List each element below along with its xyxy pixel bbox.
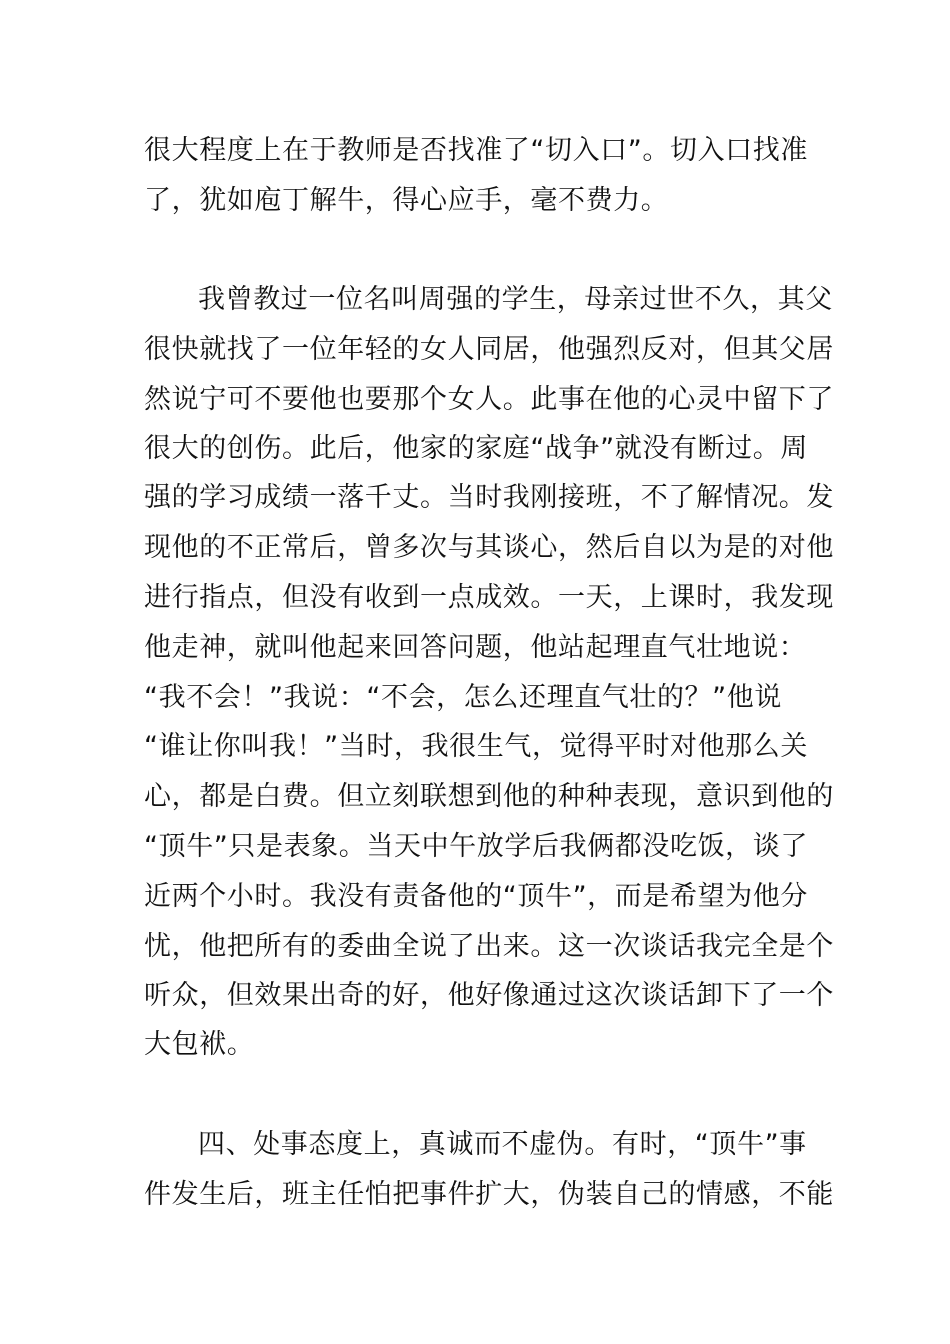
paragraph-first-line: 四、处事态度上，真诚而不虚伪。有时，“顶牛”事	[198, 1129, 807, 1160]
text-line: 很大的创伤。此后，他家的家庭“战争”就没有断过。周	[144, 433, 808, 464]
text-line: 心，都是白费。但立刻联想到他的种种表现，意识到他的	[144, 781, 834, 812]
text-line: 很大程度上在于教师是否找准了“切入口”。切入口找准	[144, 135, 808, 166]
text-line: “谁让你叫我！”当时，我很生气，觉得平时对他那么关	[144, 731, 808, 762]
text-line: 近两个小时。我没有责备他的“顶牛”，而是希望为他分	[144, 881, 808, 912]
text-line: 大包袱。	[144, 1029, 255, 1060]
paragraph-first-line: 我曾教过一位名叫周强的学生，母亲过世不久，其父	[198, 284, 833, 315]
text-line: “我不会！”我说：“不会，怎么还理直气壮的？”他说	[144, 682, 782, 713]
text-line: 了，犹如庖丁解牛，得心应手，毫不费力。	[144, 185, 669, 216]
text-line: 然说宁可不要他也要那个女人。此事在他的心灵中留下了	[144, 384, 834, 415]
text-line: 忧，他把所有的委曲全说了出来。这一次谈话我完全是个	[144, 931, 834, 962]
text-line: 件发生后，班主任怕把事件扩大，伪装自己的情感，不能	[144, 1179, 834, 1210]
text-line: 强的学习成绩一落千丈。当时我刚接班，不了解情况。发	[144, 482, 834, 513]
text-line: 很快就找了一位年轻的女人同居，他强烈反对，但其父居	[144, 334, 834, 365]
text-line: 现他的不正常后，曾多次与其谈心，然后自以为是的对他	[144, 532, 834, 563]
text-line: “顶牛”只是表象。当天中午放学后我俩都没吃饭，谈了	[144, 831, 808, 862]
text-line: 听众，但效果出奇的好，他好像通过这次谈话卸下了一个	[144, 980, 834, 1011]
text-line: 他走神，就叫他起来回答问题，他站起理直气壮地说：	[144, 632, 807, 663]
text-line: 进行指点，但没有收到一点成效。一天，上课时，我发现	[144, 582, 834, 613]
